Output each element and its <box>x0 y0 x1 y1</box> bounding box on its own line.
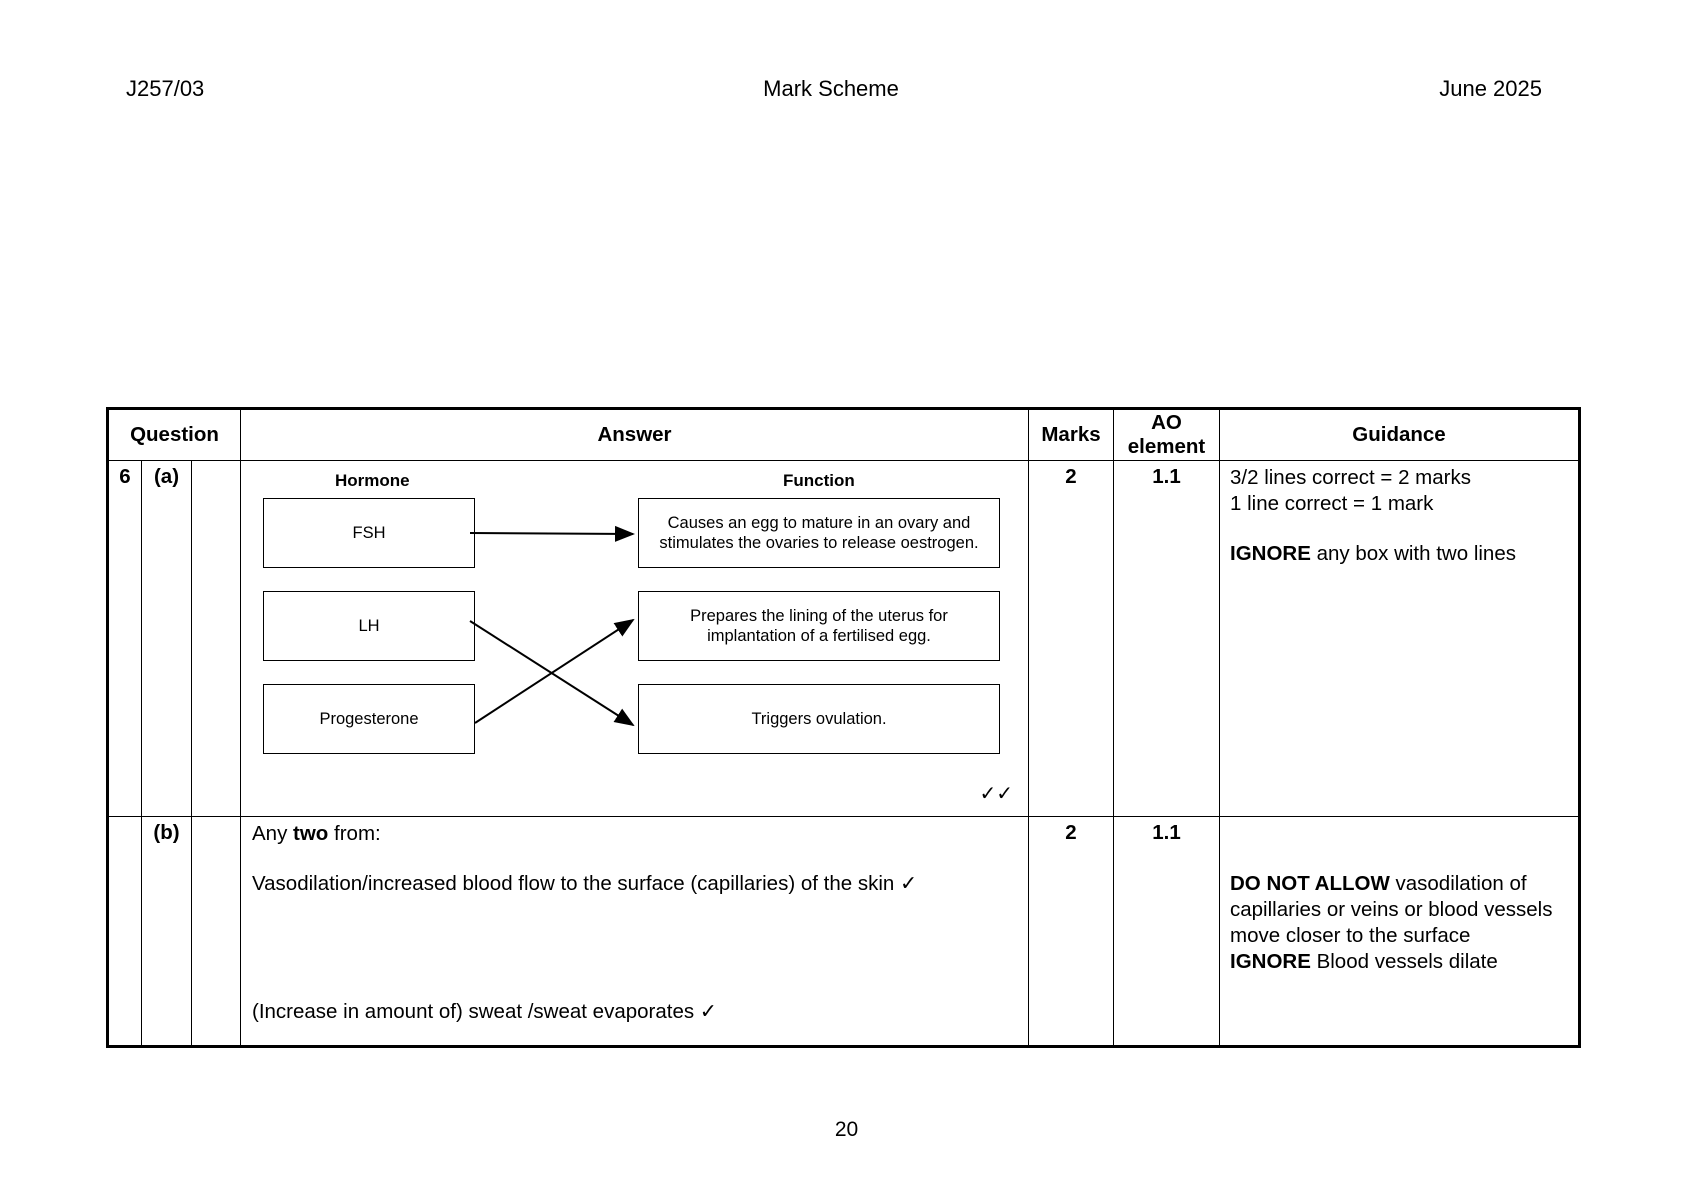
ao-element-value: 1.1 <box>1114 461 1220 817</box>
function-heading: Function <box>783 471 855 490</box>
hormone-box-progesterone: Progesterone <box>263 684 475 754</box>
table-row <box>108 817 1580 1047</box>
marks-value: 2 <box>1029 817 1114 1047</box>
guidance-ignore-text: Blood vessels dilate <box>1310 950 1498 973</box>
header-question: Question <box>108 409 241 461</box>
line-fsh-to-egg-maturation <box>470 533 633 534</box>
guidance-ignore-label: IGNORE <box>1230 950 1311 973</box>
header-ao-line1: AO <box>1151 411 1182 434</box>
question-subpart <box>192 817 241 1047</box>
line-progesterone-to-uterus-lining <box>475 620 633 723</box>
table-row <box>108 461 1580 817</box>
page-number: 20 <box>834 1118 859 1141</box>
header-answer: Answer <box>241 409 1029 461</box>
hormone-heading: Hormone <box>335 471 410 490</box>
ao-element-value: 1.1 <box>1114 817 1220 1047</box>
header-ao-element <box>1114 409 1220 461</box>
answer-intro-pre: Any <box>252 822 294 845</box>
question-part: (b) <box>142 817 192 1047</box>
guidance-line: 3/2 lines correct = 2 marks <box>1230 466 1471 489</box>
guidance-do-not-allow <box>1230 871 1568 949</box>
header-marks: Marks <box>1029 409 1114 461</box>
answer-intro <box>252 821 1017 847</box>
function-box-ovulation: Triggers ovulation. <box>638 684 1000 754</box>
question-number <box>108 817 142 1047</box>
guidance-ignore-label: IGNORE <box>1230 542 1311 565</box>
answer-intro-post: from: <box>328 822 381 845</box>
guidance-line: 1 line correct = 1 mark <box>1230 492 1434 515</box>
question-part: (a) <box>142 461 192 817</box>
guidance-ignore <box>1230 949 1568 975</box>
tick-marks: ✓✓ <box>979 783 1013 805</box>
table-header-row <box>108 409 1580 461</box>
marks-value: 2 <box>1029 461 1114 817</box>
mark-scheme-table <box>106 407 1581 1048</box>
function-box-egg-maturation: Causes an egg to mature in an ovary and stimulates the ovaries to release oestrogen. <box>638 498 1000 568</box>
document-date: June 2025 <box>1439 76 1542 101</box>
guidance-ignore <box>1230 541 1568 567</box>
answer-cell <box>241 461 1029 817</box>
matching-lines <box>241 461 1027 816</box>
guidance-cell <box>1220 461 1580 817</box>
answer-point: Vasodilation/increased blood flow to the surface (capillaries) of the skin ✓ <box>252 872 918 895</box>
document-code: J257/03 <box>126 76 205 101</box>
guidance-cell <box>1220 817 1580 1047</box>
hormone-matching-diagram <box>241 461 1027 816</box>
function-box-uterus-lining: Prepares the lining of the uterus for implantation of a fertilised egg. <box>638 591 1000 661</box>
hormone-box-fsh: FSH <box>263 498 475 568</box>
guidance-ignore-text: any box with two lines <box>1310 542 1516 565</box>
answer-point: (Increase in amount of) sweat /sweat evaporates ✓ <box>252 1000 717 1023</box>
guidance-dna-label: DO NOT ALLOW <box>1230 872 1390 895</box>
header-ao-line2: element <box>1127 435 1206 458</box>
question-subpart <box>192 461 241 817</box>
question-number: 6 <box>108 461 142 817</box>
hormone-box-lh: LH <box>263 591 475 661</box>
header-guidance: Guidance <box>1220 409 1580 461</box>
answer-intro-bold: two <box>293 822 329 845</box>
document-title: Mark Scheme <box>763 76 899 101</box>
answer-cell <box>241 817 1029 1047</box>
guidance-dna-text: vasodilation of capillaries or veins or blood vessels move closer to the surface <box>1230 872 1553 947</box>
